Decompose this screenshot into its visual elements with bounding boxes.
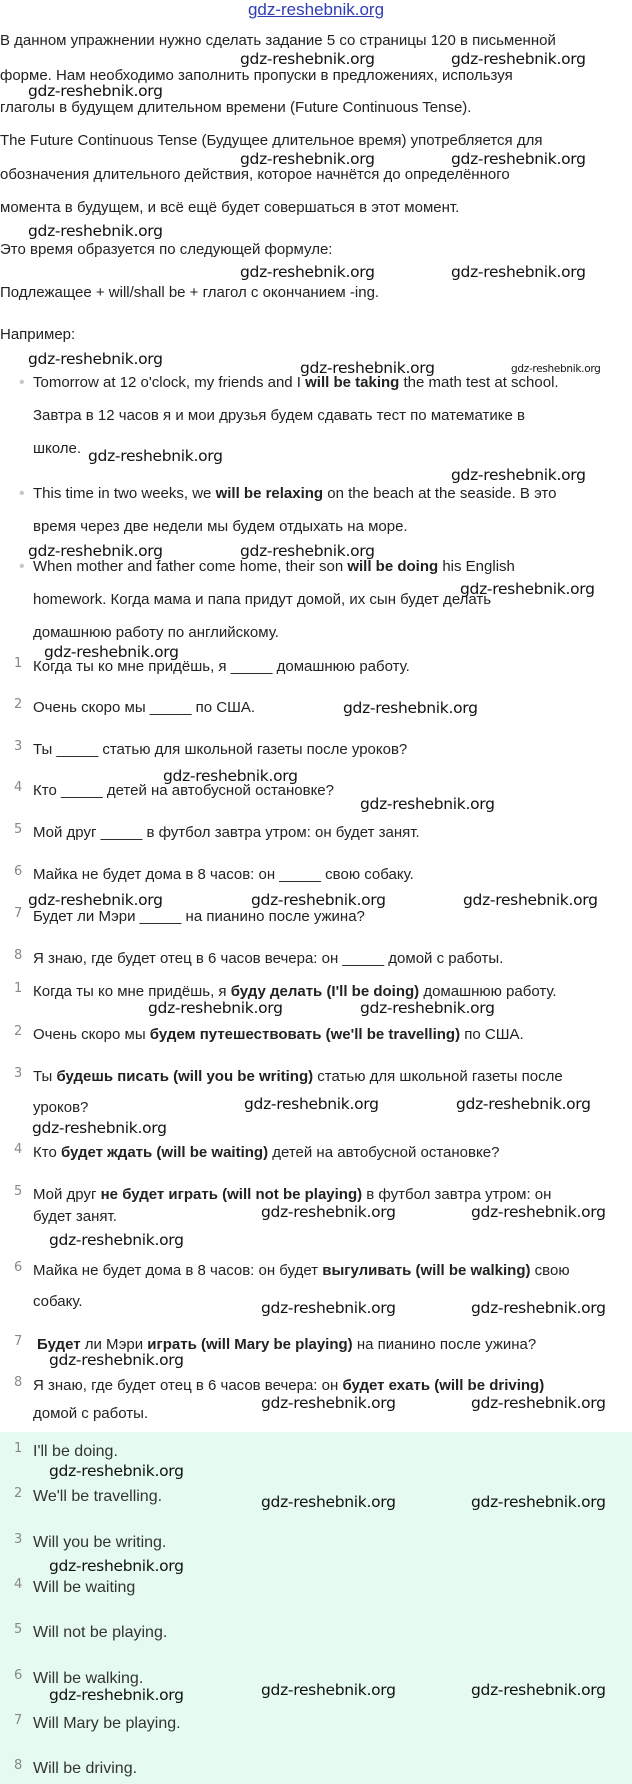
task-number: 2 (14, 697, 23, 712)
answer-number: 2 (14, 1486, 23, 1501)
watermark: gdz-reshebnik.org (28, 222, 163, 240)
watermark: gdz-reshebnik.org (28, 542, 163, 560)
intro-line-3: глаголы в будущем длительном времени (Future Continuous Tense). (0, 99, 472, 116)
task-number: 4 (14, 780, 23, 795)
solution-text: Мой друг не будет играть (will not be playing) в футбол завтра утром: он будет занят. (33, 1186, 552, 1225)
intro-line-7: Это время образуется по следующей формуле: (0, 241, 333, 258)
example-3-en: When mother and father come home, their son will be doing his English (33, 558, 515, 575)
task-text: Я знаю, где будет отец в 6 часов вечера: он _____ домой с работы. (33, 950, 504, 967)
solution-number: 3 (14, 1066, 23, 1081)
watermark: gdz-reshebnik.org (511, 363, 601, 375)
answer-number: 5 (14, 1622, 23, 1637)
watermark: gdz-reshebnik.org (163, 767, 298, 785)
watermark: gdz-reshebnik.org (463, 891, 598, 909)
watermark: gdz-reshebnik.org (88, 447, 223, 465)
watermark: gdz-reshebnik.org (251, 891, 386, 909)
solution-number: 6 (14, 1260, 23, 1275)
watermark: gdz-reshebnik.org (148, 999, 283, 1017)
watermark: gdz-reshebnik.org (471, 1299, 606, 1317)
site-link[interactable]: gdz-reshebnik.org (247, 0, 385, 19)
example-1-ru-1: Завтра в 12 часов я и мои друзья будем сдавать тест по математике в (33, 407, 525, 424)
bullet-dot: • (19, 558, 25, 575)
solution-text: Очень скоро мы будем путешествовать (we'll be travelling) по США. (33, 1026, 524, 1043)
task-number: 1 (14, 656, 23, 671)
solution-text: Майка не будет дома в 8 часов: он будет выгуливать (will be walking) свою собаку. (33, 1262, 570, 1310)
watermark: gdz-reshebnik.org (451, 263, 586, 281)
watermark: gdz-reshebnik.org (240, 263, 375, 281)
answer-number: 1 (14, 1441, 23, 1456)
watermark: gdz-reshebnik.org (49, 1231, 184, 1249)
watermark: gdz-reshebnik.org (49, 1462, 184, 1480)
watermark: gdz-reshebnik.org (261, 1493, 396, 1511)
watermark: gdz-reshebnik.org (28, 891, 163, 909)
watermark: gdz-reshebnik.org (261, 1203, 396, 1221)
watermark: gdz-reshebnik.org (460, 580, 595, 598)
watermark: gdz-reshebnik.org (49, 1557, 184, 1575)
watermark: gdz-reshebnik.org (240, 150, 375, 168)
task-text: Кто _____ детей на автобусной остановке? (33, 782, 334, 799)
solution-text: Кто будет ждать (will be waiting) детей на автобусной остановке? (33, 1144, 500, 1161)
watermark: gdz-reshebnik.org (261, 1394, 396, 1412)
task-text: Майка не будет дома в 8 часов: он _____ свою собаку. (33, 866, 414, 883)
bullet-dot: • (19, 374, 25, 391)
watermark: gdz-reshebnik.org (44, 643, 179, 661)
answer-text: I'll be doing. (33, 1443, 118, 1460)
example-1-en: Tomorrow at 12 o'clock, my friends and I will be taking the math test at school. (33, 374, 559, 391)
example-3-ru-2: домашнюю работу по английскому. (33, 624, 279, 641)
answer-text: We'll be travelling. (33, 1488, 163, 1505)
watermark: gdz-reshebnik.org (471, 1203, 606, 1221)
answer-number: 7 (14, 1713, 23, 1728)
answer-text: Will not be playing. (33, 1624, 168, 1641)
task-number: 8 (14, 948, 23, 963)
example-2-ru-1: время через две недели мы будем отдыхать на море. (33, 518, 408, 535)
answer-number: 3 (14, 1532, 23, 1547)
example-2 (19, 483, 632, 535)
watermark: gdz-reshebnik.org (49, 1686, 184, 1704)
task-number: 6 (14, 864, 23, 879)
answer-number: 4 (14, 1577, 23, 1592)
answer-number: 6 (14, 1668, 23, 1683)
watermark: gdz-reshebnik.org (261, 1299, 396, 1317)
answer-text: Will be driving. (33, 1760, 138, 1777)
solution-number: 1 (14, 981, 23, 996)
answer-number: 8 (14, 1758, 23, 1773)
answer-text: Will Mary be playing. (33, 1715, 181, 1732)
watermark: gdz-reshebnik.org (451, 50, 586, 68)
solution-text: Будет ли Мэри играть (will Mary be playing) на пианино после ужина? (37, 1336, 537, 1353)
watermark: gdz-reshebnik.org (471, 1394, 606, 1412)
intro-line-4: The Future Continuous Tense (Будущее длительное время) употребляется для (0, 132, 543, 149)
watermark: gdz-reshebnik.org (28, 350, 163, 368)
bullet-dot: • (19, 485, 25, 502)
watermark: gdz-reshebnik.org (451, 466, 586, 484)
solution-number: 8 (14, 1375, 23, 1390)
task-number: 7 (14, 906, 23, 921)
solution-number: 7 (14, 1334, 23, 1349)
watermark: gdz-reshebnik.org (471, 1681, 606, 1699)
intro-line-1: В данном упражнении нужно сделать задание 5 со страницы 120 в письменной (0, 32, 556, 49)
intro-line-2: форме. Нам необходимо заполнить пропуски в предложениях, используя (0, 67, 513, 84)
solution-number: 2 (14, 1024, 23, 1039)
answer-text: Will be waiting (33, 1579, 136, 1596)
watermark: gdz-reshebnik.org (240, 50, 375, 68)
watermark: gdz-reshebnik.org (240, 542, 375, 560)
watermark: gdz-reshebnik.org (360, 795, 495, 813)
solution-number: 4 (14, 1142, 23, 1157)
task-text: Очень скоро мы _____ по США. (33, 699, 256, 716)
solution-text: Я знаю, где будет отец в 6 часов вечера: он будет ехать (will be driving) домой с работы. (33, 1377, 545, 1422)
example-2-en: This time in two weeks, we will be relaxing on the beach at the seaside. В это (33, 485, 557, 502)
watermark: gdz-reshebnik.org (456, 1095, 591, 1113)
example-1-ru-2: школе. (33, 440, 82, 457)
watermark: gdz-reshebnik.org (32, 1119, 167, 1137)
watermark: gdz-reshebnik.org (300, 359, 435, 377)
task-text: Будет ли Мэри _____ на пианино после ужина? (33, 908, 365, 925)
task-text: Когда ты ко мне придёшь, я _____ домашнюю работу. (33, 658, 410, 675)
task-text: Ты _____ статью для школьной газеты после уроков? (33, 741, 408, 758)
watermark: gdz-reshebnik.org (244, 1095, 379, 1113)
formula: Подлежащее + will/shall be + глагол с окончанием -ing. (0, 284, 380, 301)
solution-text: Когда ты ко мне придёшь, я буду делать (I'll be doing) домашнюю работу. (33, 983, 557, 1000)
solution-text: Ты будешь писать (will you be writing) статью для школьной газеты после уроков? (33, 1068, 563, 1116)
task-number: 5 (14, 822, 23, 837)
task-text: Мой друг _____ в футбол завтра утром: он будет занят. (33, 824, 420, 841)
task-number: 3 (14, 739, 23, 754)
watermark: gdz-reshebnik.org (49, 1351, 184, 1369)
watermark: gdz-reshebnik.org (471, 1493, 606, 1511)
watermark: gdz-reshebnik.org (261, 1681, 396, 1699)
intro-line-6: момента в будущем, и всё ещё будет совершаться в этот момент. (0, 199, 460, 216)
intro-line-5: обозначения длительного действия, которое начнётся до определённого (0, 166, 510, 183)
example-heading: Например: (0, 326, 76, 343)
example-3-ru-1: homework. Когда мама и папа придут домой, их сын будет делать (33, 591, 492, 608)
watermark: gdz-reshebnik.org (360, 999, 495, 1017)
answer-text: Will you be writing. (33, 1534, 167, 1551)
watermark: gdz-reshebnik.org (28, 82, 163, 100)
watermark: gdz-reshebnik.org (343, 699, 478, 717)
watermark: gdz-reshebnik.org (451, 150, 586, 168)
solution-number: 5 (14, 1184, 23, 1199)
answer-text: Will be walking. (33, 1670, 144, 1687)
